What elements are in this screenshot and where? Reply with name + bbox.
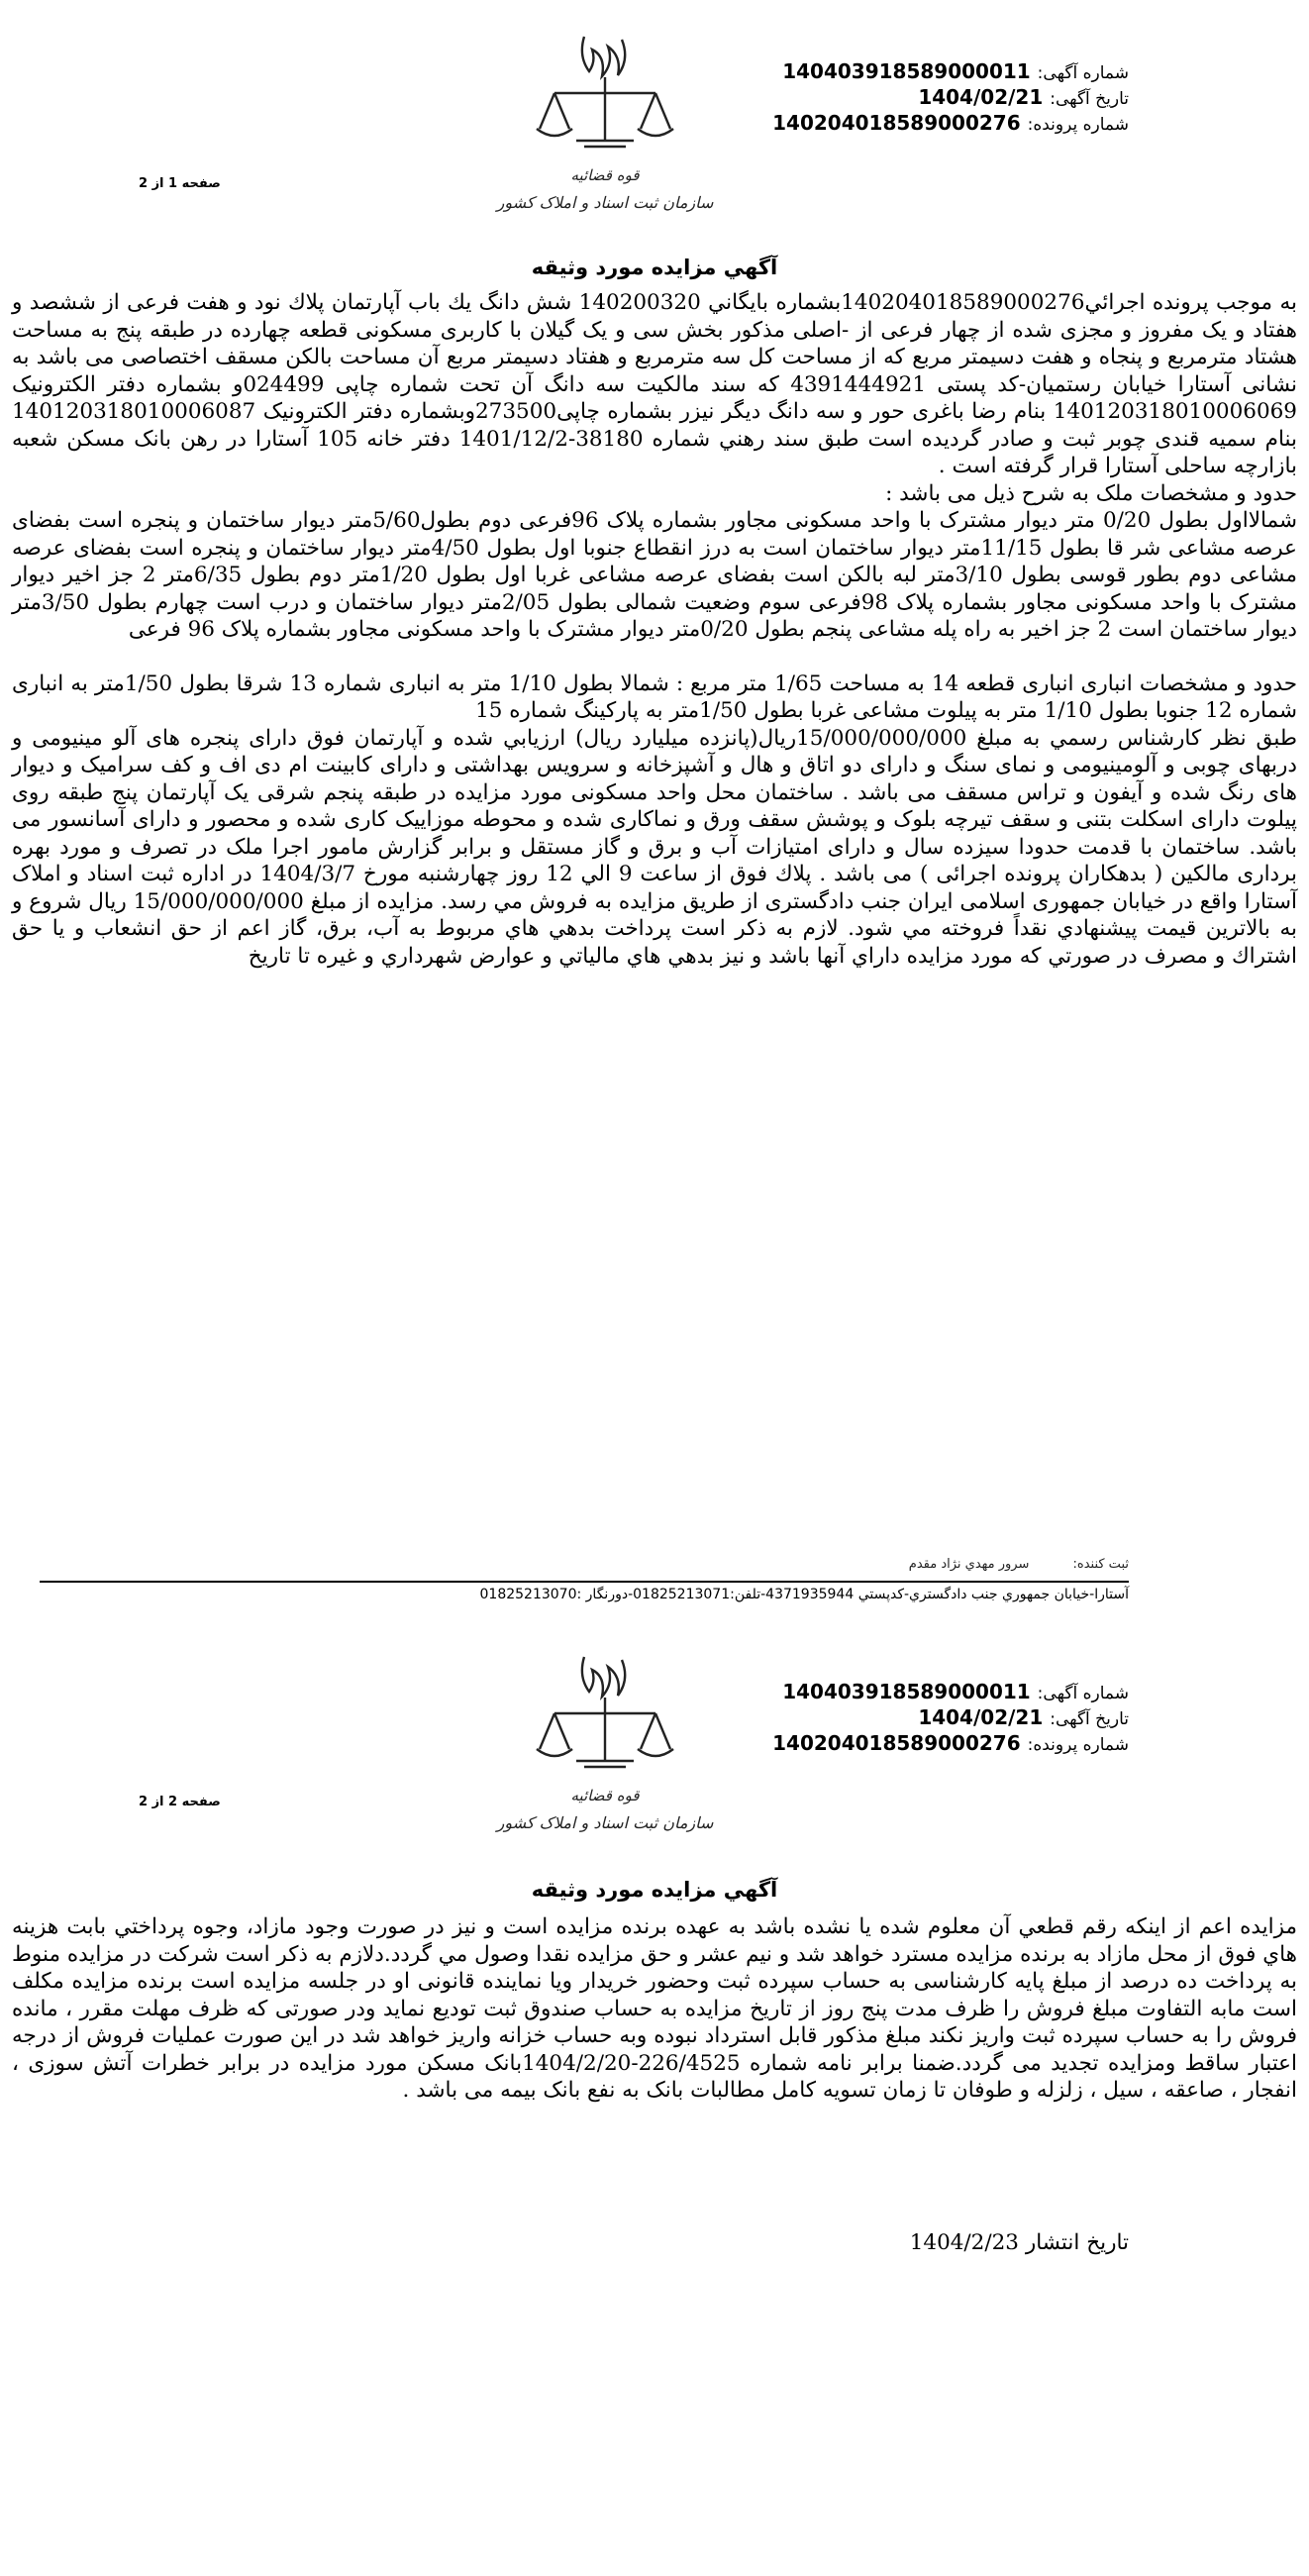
body-paragraph: به موجب پرونده اجرائي140204018589000276بشماره بايگاني 140200320 شش دانگ يك باب آپارتمان پلاك نود و هفت فرعی از ششصد و هفتاد و یک مفروز و مجزی شده از چهار فرعی از -اصلی مذکور بخش سی و یک گیلان با کاربری مسکونی قطعه چهارده در طبقه پنج به مساحت هشتاد مترمربع و پنجاه و هفت دسیمتر مربع که از مساحت کل سه مترمربع و هفتاد دسیمتر مربع آن مساحت بالکن مسقف اختصاصی می باشد به نشانی آستارا خیابان رستمیان-کد پستی 4391444921 که سند مالکیت سه دانگ آن تحت شماره چاپی 024499و بشماره دفتر الکترونیک 140120318010006069 بنام رضا باغری حور و سه دانگ دیگر نیزر بشماره چاپی273500وبشماره دفتر الکترونیک 140120318010006087 بنام سمیه قندی چوبر ثبت و صادر گردیده است طبق سند رهني شماره 38180-1401/12/2 دفتر خانه 105 آستارا در رهن بانک مسکن شعبه بازارچه ساحلی آستارا قرار گرفته است . bbox=[12, 290, 1297, 478]
paragraph-gap bbox=[12, 644, 1297, 670]
body-paragraph: شمالااول بطول 0/20 متر دیوار مشترک با واحد مسکونی مجاور بشماره پلاک 96فرعی دوم بطول5/60متر دیوار ساختمان و پنجره است بفضای عرصه مشاعی شر قا بطول 11/15متر دیوار ساختمان است به درز انقطاع جنوبا اول بطول 4/50متر دیوار ساختمان و پنجره است بفضای عرصه مشاعی دوم بطور قوسی بطول 3/10متر لبه بالکن است بفضای عرصه مشاعی غربا اول بطول 1/20متر دوم بطول 6/35متر 2 جز اخیر دیوار مشترک با واحد مسکونی مجاور بشماره پلاک 98فرعی سوم وضعیت شمالی بطول 2/05متر دیوار ساختمان و درب است چهارم بطول 3/50متر دیوار ساختمان است 2 جز اخیر به راه پله مشاعی پنجم بطول 0/20متر دیوار مشترک با واحد مسکونی مجاور بشماره پلاک 96 فرعی bbox=[12, 508, 1298, 642]
page-number: صفحه 2 از 2 bbox=[139, 1795, 221, 1809]
recorder-info bbox=[594, 1557, 1129, 1572]
case-number-value: 140204018589000276 bbox=[772, 111, 1021, 135]
ad-number-label: شماره آگهی: bbox=[1037, 1684, 1129, 1703]
case-number-row bbox=[772, 1731, 1129, 1757]
publish-date-value: 1404/2/23 bbox=[909, 2230, 1019, 2255]
ad-number-row bbox=[782, 1680, 1129, 1705]
ad-number-row bbox=[782, 59, 1129, 85]
body-paragraph: حدود و مشخصات انباری انباری قطعه 14 به مساحت 1/65 متر مربع : شمالا بطول 1/10 متر به انباری شماره 13 شرقا بطول 1/50متر به انباری شماره 12 جنوبا بطول 1/10 متر به پیلوت مشاعی غربا بطول 1/50متر به پارکینگ شماره 15 bbox=[12, 670, 1297, 723]
recorder-label: ثبت کننده: bbox=[1072, 1557, 1129, 1572]
ad-date-row bbox=[782, 1705, 1129, 1731]
case-number-value: 140204018589000276 bbox=[772, 1731, 1021, 1755]
footer-address: آستارا-خیابان جمهوري جنب دادگستري-کدپستي 4371935944-تلفن:01825213071-دورنگار :01825213070 bbox=[479, 1587, 1129, 1602]
body-paragraph: حدود و مشخصات ملک به شرح ذیل می باشد : bbox=[885, 480, 1297, 506]
ad-date-row bbox=[782, 85, 1129, 111]
notice-title: آگهي مزايده مورد وثيقه bbox=[531, 1878, 778, 1902]
notice-meta bbox=[772, 59, 1129, 137]
emblem-sub-text: سازمان ثبت اسناد و املاک کشور bbox=[496, 193, 714, 212]
page-number: صفحه 1 از 2 bbox=[139, 176, 221, 191]
ad-date-label: تاریخ آگهی: bbox=[1050, 89, 1129, 109]
emblem-org-text: قوه قضائیه bbox=[570, 166, 640, 184]
ad-number-value: 140403918589000011 bbox=[782, 59, 1031, 83]
emblem-block bbox=[485, 1632, 743, 1840]
case-number-label: شماره پرونده: bbox=[1027, 115, 1129, 135]
notice-title: آگهي مزايده مورد وثيقه bbox=[531, 256, 778, 279]
ad-number-value: 140403918589000011 bbox=[782, 1680, 1031, 1703]
ad-date-value: 1404/02/21 bbox=[918, 1705, 1044, 1729]
body-paragraph: مزايده اعم از اينكه رقم قطعي آن معلوم شده يا نشده باشد به عهده برنده مزايده است و نيز در صورت وجود مازاد، وجوه پرداختي بابت هزينه هاي فوق از محل مازاد به برنده مزايده مسترد خواهد شد و نيم عشر و حق مزايده نقدا وصول مي گردد.دلازم به ذکر است شرکت در مزایده منوط به پرداخت ده درصد از مبلغ پایه کارشناسی به حساب سپرده ثبت وحضور خریدار ویا نماینده قانونی او در جلسه مزایده است برنده مزایده مکلف است مابه التفاوت مبلغ فروش را ظرف مدت پنج روز از تاریخ مزایده به حساب صندوق ثبت تودیع نماید ودر صورتی که ظرف مهلت مقرر ، مانده فروش را به حساب سپرده ثبت واریز نکند مبلغ مذکور قابل استرداد نبوده وبه حساب خزانه واریز خواهد شد در این صورت عملیات فروش از درجه اعتبار ساقط ومزایده تجدید می گردد.ضمنا برابر نامه شماره 226/4525-1404/2/20بانک مسکن مورد مزایده در برابر خطرات آتش سوزی ، انفجار ، صاعقه ، سیل ، زلزله و طوفان تا زمان تسویه کامل مطالبات بانک به نفع بانک بیمه می باشد . bbox=[12, 1914, 1297, 2103]
ad-date-label: تاریخ آگهی: bbox=[1050, 1709, 1129, 1729]
notice-meta bbox=[772, 1680, 1129, 1757]
publish-date-label: تاریخ انتشار bbox=[1025, 2230, 1129, 2255]
publish-date-row bbox=[594, 2230, 1129, 2255]
footer-divider bbox=[40, 1581, 1129, 1583]
judiciary-emblem-icon bbox=[485, 1632, 743, 1840]
ad-number-label: شماره آگهی: bbox=[1037, 63, 1129, 83]
body-paragraph: طبق نظر کارشناس رسمي به مبلغ 15/000/000/000ریال(پانزده میلیارد ریال) ارزيابي شده و آپارتمان فوق دارای پنجره های آلو مینیومی و دربهای چوبی و آلومینیومی و نمای سنگ و دارای دو اتاق و هال و آشپزخانه و سرویس بهداشتی و دارای کابینت ام دی اف و کف سرامیک و دیوار های رنگ شده و آیفون و تراس مسقف می باشد . ساختمان محل واحد مسکونی مورد مزایده در طبقه پنجم شرقی یک آپارتمان پنج طبقه روی پیلوت دارای اسکلت بتنی و سقف تیرچه بلوک و پوشش سقف ورق و نماکاری شده و محوطه موزاییک کاری شده و محصور و دارای آسانسور می باشد. ساختمان با قدمت حدودا سیزده سال و دارای امتیازات آب و برق و گاز مستقل و برابر گزارش مامور اجرا ملک در تصرف و مورد بهره برداری مالکین ( بدهکاران پرونده اجرائی ) می باشد . پلاك فوق از ساعت 9 الي 12 روز چهارشنبه مورخ 1404/3/7 در اداره ثبت اسناد و املاک آستارا واقع در خیابان جمهوری اسلامی ایران جنب دادگستری از طريق مزايده به فروش مي رسد. مزايده از مبلغ 15/000/000/000 ريال شروع و به بالاترين قيمت پيشنهادي نقداً فروخته مي شود. لازم به ذكر است پرداخت بدهي هاي مربوط به آب، برق، گاز اعم از حق انشعاب و يا حق اشتراك و مصرف در صورتي كه مورد مزايده داراي آنها باشد و نيز بدهي هاي مالياتي و عوارض شهرداري و غيره تا تاريخ bbox=[12, 725, 1297, 969]
case-number-row bbox=[772, 111, 1129, 137]
notice-body bbox=[12, 289, 1297, 970]
notice-page-2 bbox=[0, 1624, 1309, 2576]
notice-body bbox=[12, 1913, 1297, 2105]
recorder-name: سرور مهدي نژاد مقدم bbox=[908, 1557, 1030, 1572]
emblem-sub-text: سازمان ثبت اسناد و املاک کشور bbox=[496, 1813, 714, 1832]
ad-date-value: 1404/02/21 bbox=[918, 85, 1044, 109]
case-number-label: شماره پرونده: bbox=[1027, 1735, 1129, 1755]
judiciary-emblem-icon bbox=[485, 12, 743, 220]
emblem-org-text: قوه قضائیه bbox=[570, 1787, 640, 1804]
emblem-block bbox=[485, 12, 743, 220]
